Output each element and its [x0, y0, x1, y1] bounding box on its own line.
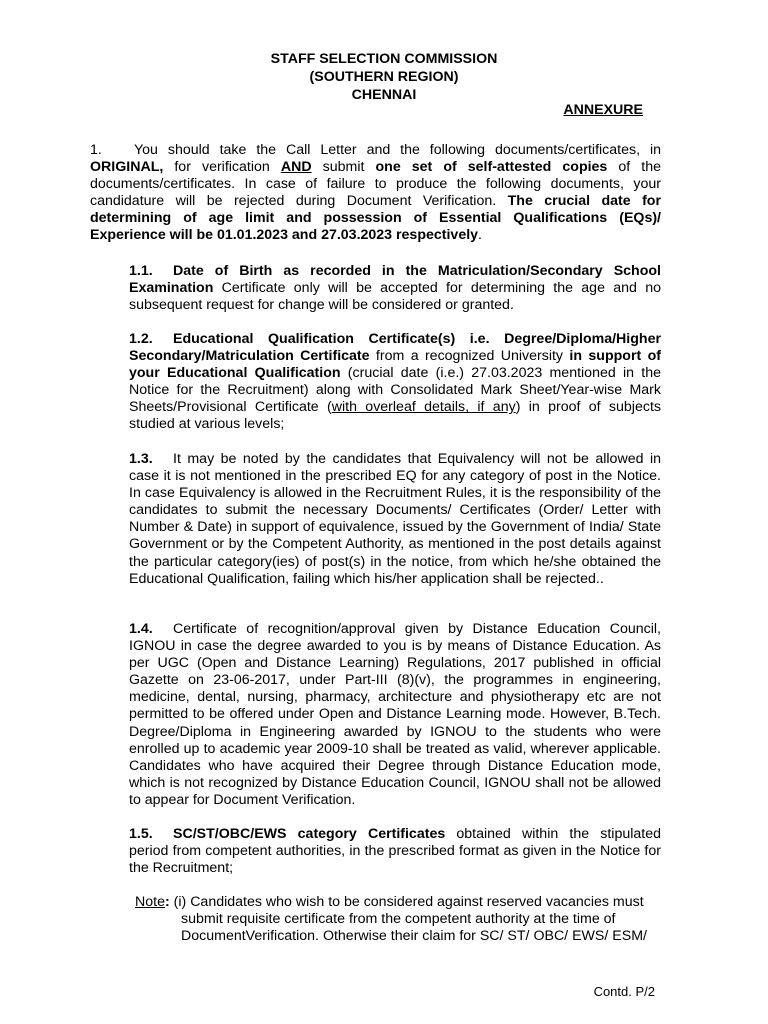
- underlined-text: with overleaf details, if any: [331, 399, 516, 416]
- section-number: 1.3.: [129, 451, 153, 467]
- section-1-5: [129, 826, 661, 877]
- text: Certificate of recognition/approval given by Distance Education Council, IGNOU in case the degree awarded to you is by means of Distance Education. As per UGC (Open and Distance Learning) Regulations, 2017 published in official Gazette on 23-06-2017, under Part-III (8)(v), the programmes in engineering, medicine, dental, nursing, pharmacy, architecture and physiotherapy etc are not permitted to be offered under Open and Distance Learning mode. However, B.Tech. Degree/Diploma in Engineering awarded by IGNOU to the students who were enrolled up to academic year 2009-10 shall be treated as valid, wherever applicable. Candidates who have acquired their Degree through Distance Education mode, which is not recognized by Distance Education Council, IGNOU shall not be allowed to appear for Document Verification.: [129, 621, 661, 808]
- section-number: 1.5.: [129, 826, 153, 842]
- header-line-2: (SOUTHERN REGION): [309, 69, 459, 85]
- bold-text: Date of Birth as recorded in the Matriculation/Secondary School Examination: [129, 263, 661, 297]
- note-first-line: [135, 894, 665, 911]
- text: (crucial date (i.e.) 27.03.2023 mentioned in the Notice for the Recruitment) along with Consolidated Mark Sheet/Year-wise Mark Sheets/Provisional Certificate (: [129, 365, 661, 416]
- text: of the documents/certificates. In case of failure to produce the following documents, your candidature will be rejected during Document Verification.: [90, 159, 661, 210]
- text: for verification: [163, 159, 281, 176]
- text: Certificate only will be accepted for determining the age and no subsequent request for change will be considered or granted.: [129, 280, 661, 314]
- annexure-title: ANNEXURE: [563, 102, 643, 118]
- header-line-1: STAFF SELECTION COMMISSION: [270, 51, 498, 67]
- section-number: 1.2.: [129, 331, 153, 347]
- text: obtained within the stipulated period from competent authorities, in the prescribed format as given in the Notice for the Recruitment;: [129, 826, 661, 877]
- bold-text: in support of your Educational Qualification: [129, 348, 661, 382]
- paragraph-1: [90, 142, 661, 245]
- text: from a recognized University: [369, 348, 570, 365]
- bold-text: SC/ST/OBC/EWS category Certificates: [173, 826, 446, 842]
- bold-text: one set of self-attested copies: [375, 159, 608, 176]
- paragraph-1-number: 1.: [90, 142, 102, 158]
- header-line-3: CHENNAI: [351, 87, 417, 103]
- note-line-2: submit requisite certificate from the competent authority at the time of: [181, 911, 616, 928]
- bold-text: The crucial date for determining of age limit and possession of Essential Qualifications (EQs)/ Experience will be 01.01.2023 and 27.03.2023 respectively: [90, 193, 661, 244]
- note-line-3: DocumentVerification. Otherwise their claim for SC/ ST/ OBC/ EWS/ ESM/: [181, 928, 647, 945]
- text: It may be noted by the candidates that Equivalency will not be allowed in case it is not mentioned in the prescribed EQ for any category of post in the Notice. In case Equivalency is allowed in the Recruitment Rules, it is the responsibility of the candidates to submit the necessary Documents/ Certificates (Order/ Letter with Number & Date) in support of equivalence, issued by the Government of India/ State Government or by the Competent Authority, as mentioned in the post details against the particular category(ies) of post(s) in the notice, from which he/she obtained the Educational Qualification, failing which his/her application shall be rejected..: [129, 451, 661, 587]
- document-header: [0, 51, 768, 105]
- text: ) in proof of subjects studied at various levels;: [129, 399, 661, 433]
- bold-text: Educational Qualification Certificate(s) i.e. Degree/Diploma/Higher Secondary/Matriculation Certificate: [129, 331, 661, 365]
- bold-underline-text: AND: [280, 159, 312, 176]
- note-colon: :: [164, 894, 170, 910]
- bold-text: ORIGINAL,: [90, 159, 164, 176]
- section-number: 1.4.: [129, 621, 153, 637]
- text: .: [478, 227, 482, 244]
- section-1-4: [129, 621, 661, 809]
- continued-footer: Contd. P/2: [593, 984, 655, 999]
- note-label: Note: [135, 894, 165, 910]
- text: submit: [311, 159, 376, 176]
- section-1-3: [129, 451, 661, 588]
- section-1-2: [129, 331, 661, 434]
- note-block: [135, 894, 665, 945]
- text: You should take the Call Letter and the following documents/certificates, in: [134, 142, 661, 158]
- note-line-1: (i) Candidates who wish to be considered against reserved vacancies must: [169, 894, 644, 910]
- section-1-1: [129, 263, 661, 314]
- section-number: 1.1.: [129, 263, 153, 279]
